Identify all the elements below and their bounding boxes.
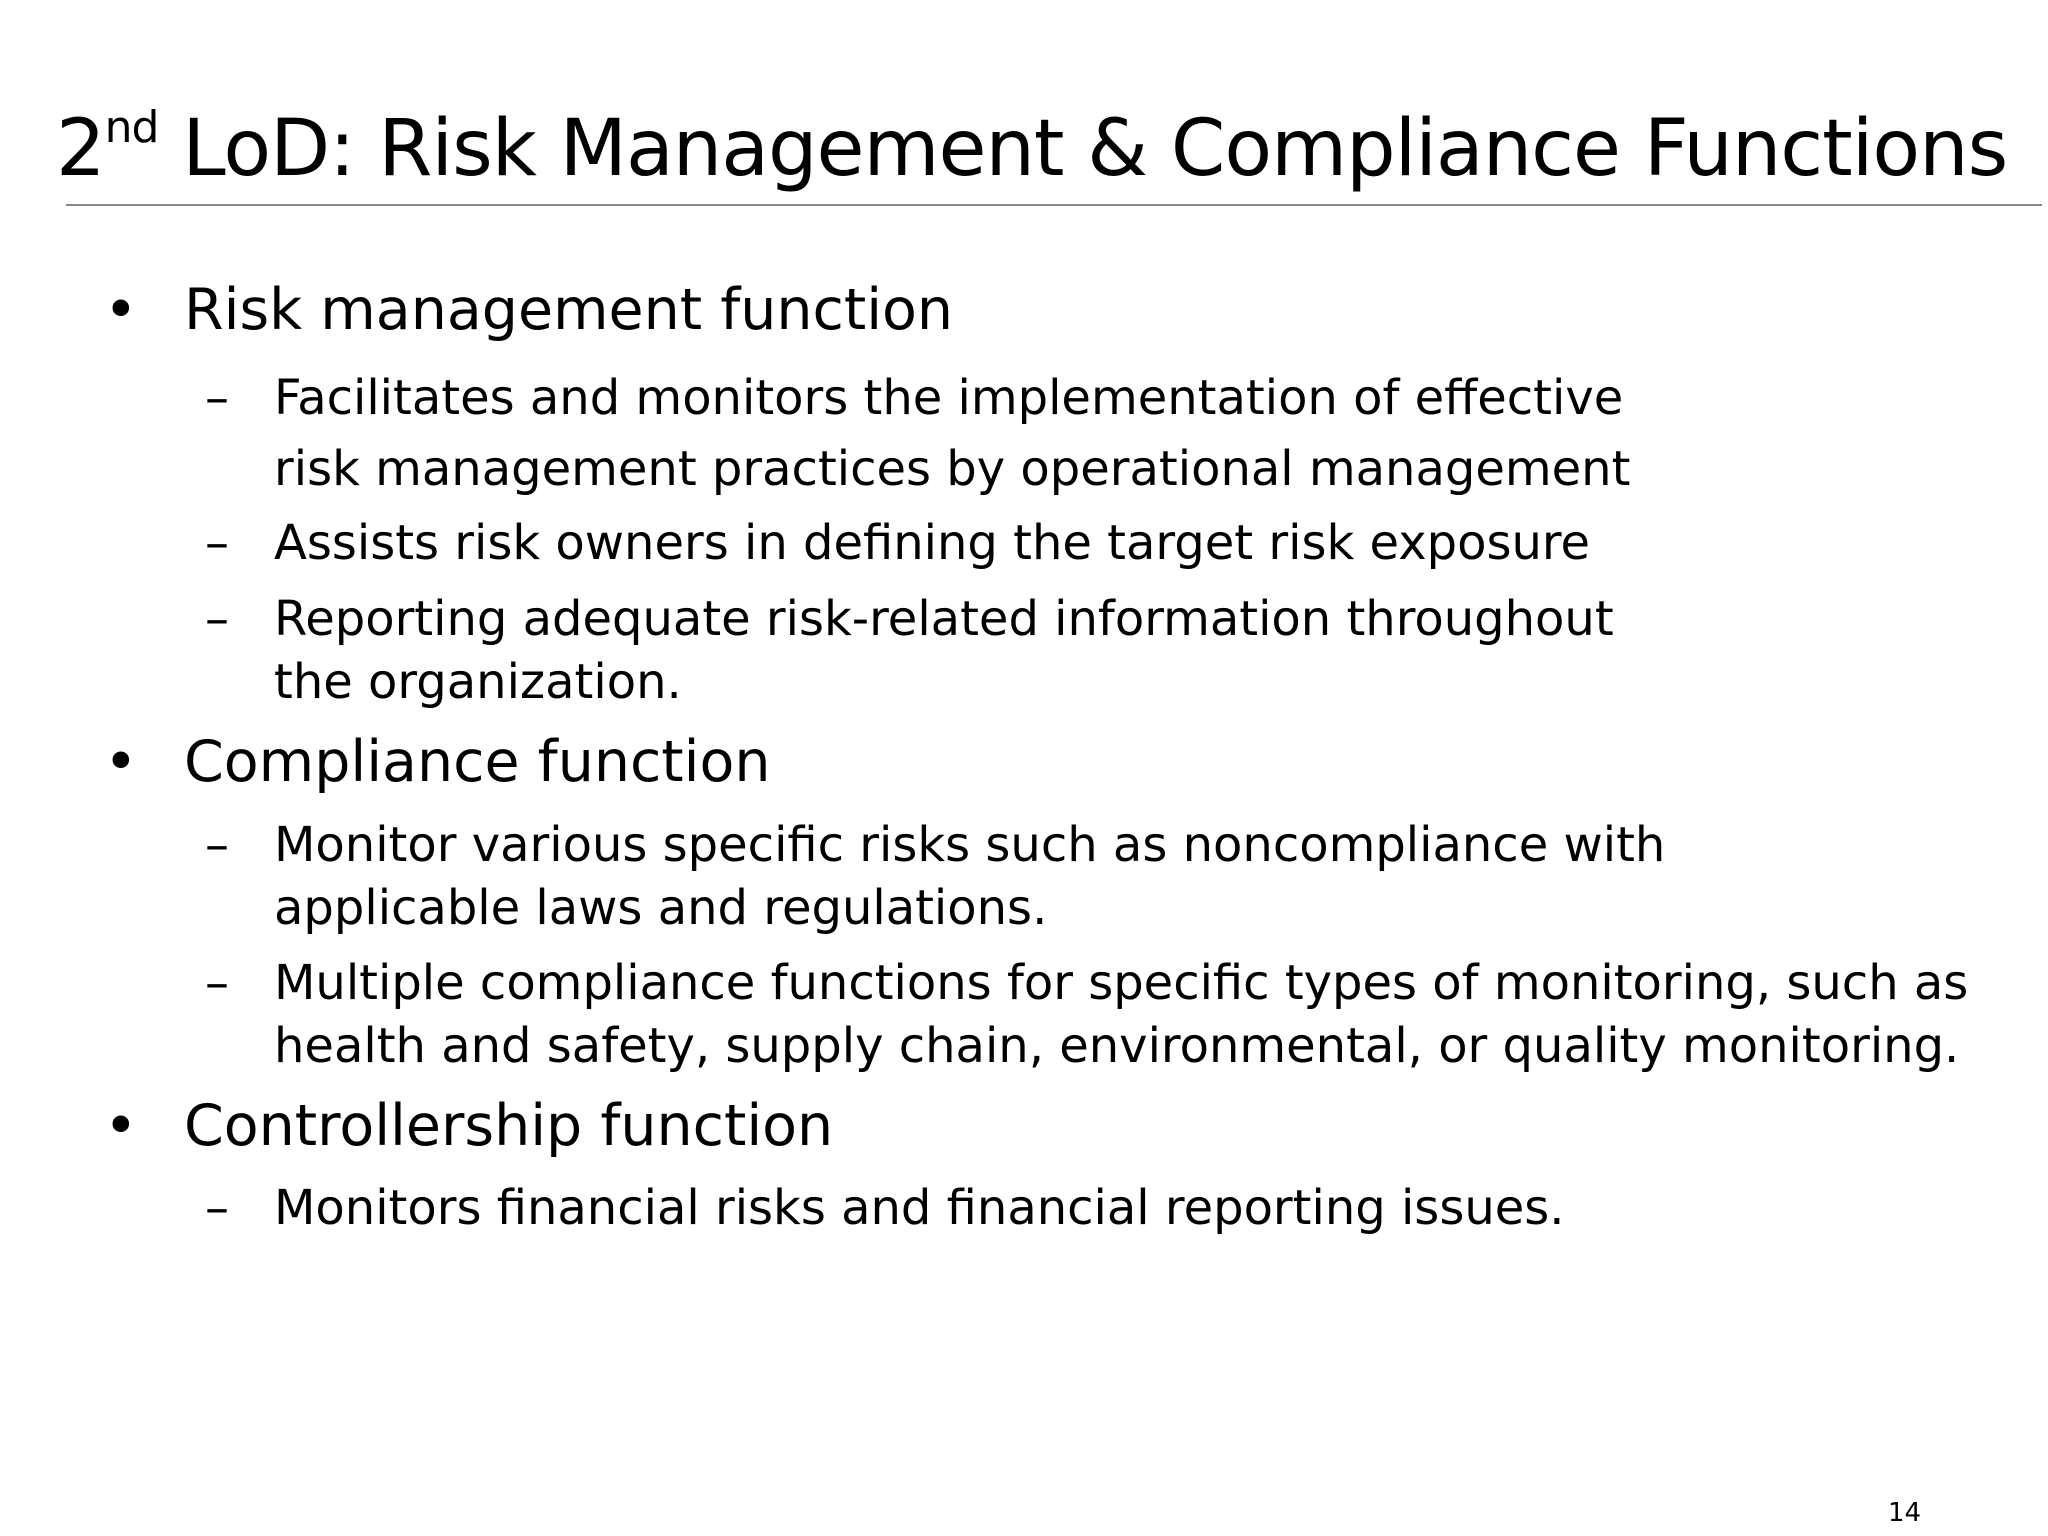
dash-icon: –	[205, 1180, 229, 1236]
title-prefix: 2	[56, 104, 105, 194]
bullet-icon: •	[104, 729, 138, 795]
page-number: 14	[1888, 1498, 1922, 1528]
title-superscript: nd	[104, 102, 159, 153]
section-heading-text: Compliance function	[184, 729, 771, 795]
list-item-text: Monitors financial risks and financial reporting issues.	[274, 1180, 1565, 1236]
dash-icon: –	[205, 515, 229, 571]
section-heading-text: Controllership function	[184, 1093, 834, 1159]
title-rest: LoD: Risk Management & Compliance Functions	[158, 104, 2008, 194]
bullet-icon: •	[104, 1093, 138, 1159]
bullet-icon: •	[104, 277, 138, 343]
list-item-text: Assists risk owners in defining the target risk exposure	[274, 515, 1591, 571]
list-item-text: Facilitates and monitors the implementation of effective risk management practices by operational management	[274, 370, 1631, 497]
title-underline	[66, 204, 2042, 206]
list-item-text: Multiple compliance functions for specific types of monitoring, such as health and safety, supply chain, environmental, or quality monitoring.	[274, 955, 1969, 1074]
dash-icon: –	[205, 370, 229, 426]
list-item-text: Reporting adequate risk-related information throughout the organization.	[274, 591, 1614, 710]
slide-title	[56, 102, 2008, 194]
list-item-text: Monitor various specific risks such as noncompliance with applicable laws and regulations.	[274, 817, 1666, 936]
dash-icon: –	[205, 817, 229, 873]
dash-icon: –	[205, 955, 229, 1011]
dash-icon: –	[205, 591, 229, 647]
section-heading-text: Risk management function	[184, 277, 954, 343]
